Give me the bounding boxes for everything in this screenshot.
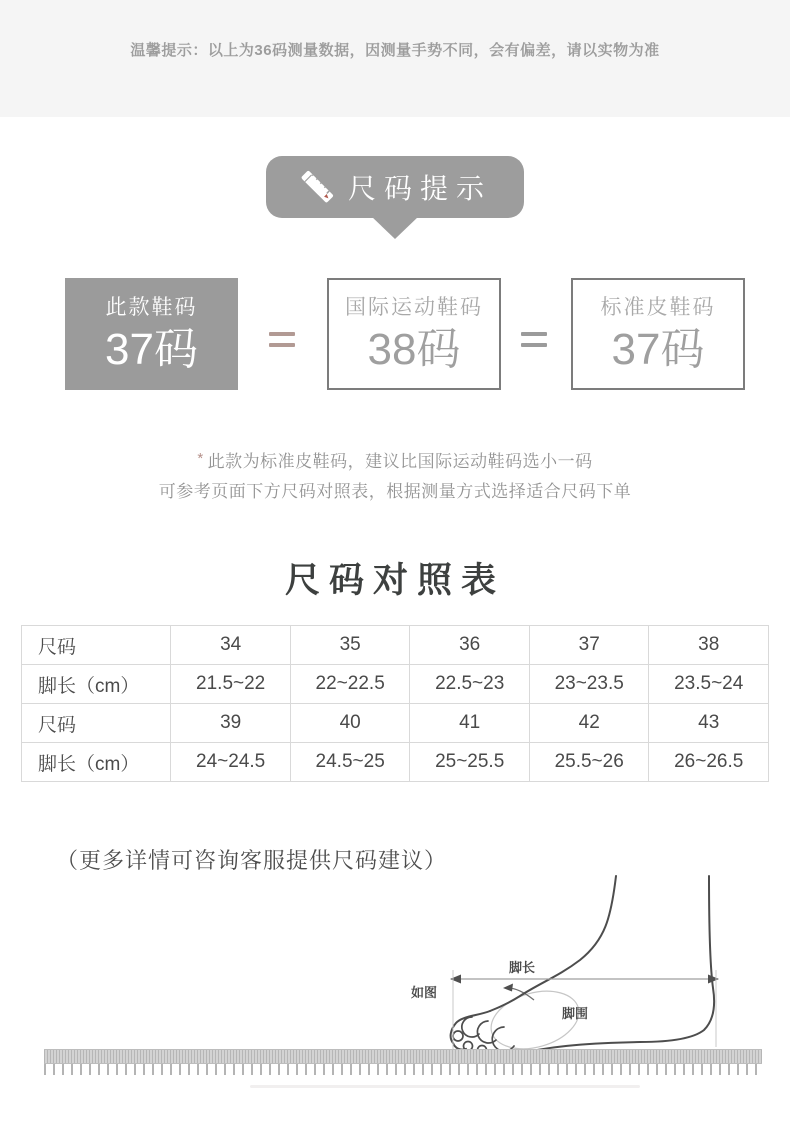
row-header: 脚长（cm） [22,743,171,782]
table-row [22,665,769,704]
size-chart-title: 尺码对照表 [284,561,505,600]
foot-girth-label: 脚围 [561,1006,589,1021]
this-shoe-size-label: 此款鞋码 [105,295,198,319]
table-row [22,626,769,665]
this-shoe-size-value: 37码 [105,324,198,374]
size-advice-line2: 可参考页面下方尺码对照表，根据测量方式选择适合尺码下单 [158,482,632,501]
international-sport-size-value: 38码 [367,324,461,374]
table-cell: 38 [649,626,769,665]
table-cell: 41 [410,704,530,743]
equals-sign [269,332,295,347]
table-cell: 26~26.5 [649,743,769,782]
table-cell: 42 [529,704,649,743]
table-cell: 23~23.5 [529,665,649,704]
table-cell: 22.5~23 [410,665,530,704]
standard-leather-size-value: 37码 [611,324,705,374]
length-arrowhead-left-icon [450,975,461,984]
badge-pointer [371,216,419,239]
table-cell: 36 [410,626,530,665]
top-notice-text: 温馨提示：以上为36码测量数据，因测量手势不同，会有偏差，请以实物为准 [130,42,660,59]
foot-outline [451,876,715,1058]
row-header: 尺码 [22,626,171,665]
table-row [22,743,769,782]
row-header: 尺码 [22,704,171,743]
service-note: （更多详情可咨询客服提供尺码建议） [56,848,448,873]
table-cell: 21.5~22 [171,665,291,704]
standard-leather-size-label: 标准皮鞋码 [600,295,716,319]
equals-sign [521,332,547,347]
table-cell: 25.5~26 [529,743,649,782]
table-cell: 37 [529,626,649,665]
asterisk: * [197,450,204,467]
table-cell: 35 [290,626,410,665]
pencil-ruler-icon [298,168,336,206]
size-tip-badge [266,156,524,218]
table-cell: 39 [171,704,291,743]
international-sport-size-label: 国际运动鞋码 [345,295,483,319]
table-cell: 40 [290,704,410,743]
table-cell: 25~25.5 [410,743,530,782]
standard-leather-size-box [571,278,745,390]
ruler-ticks [44,1064,762,1075]
row-header: 脚长（cm） [22,665,171,704]
ground-shadow [250,1085,640,1088]
this-shoe-size-box [65,278,238,390]
ruler-bar [44,1049,762,1064]
top-notice-band [0,0,790,117]
table-cell: 24~24.5 [171,743,291,782]
table-row [22,704,769,743]
international-sport-size-box [327,278,501,390]
foot-length-label: 脚长 [508,960,536,975]
table-cell: 43 [649,704,769,743]
as-shown-label: 如图 [410,985,438,1000]
size-advice-note [0,444,790,507]
table-cell: 23.5~24 [649,665,769,704]
table-cell: 34 [171,626,291,665]
size-tip-badge-label: 尺码提示 [347,173,492,204]
size-chart-table [21,625,769,782]
size-advice-line1: * 此款为标准皮鞋码，建议比国际运动鞋码选小一码 [197,450,593,471]
girth-arrowhead-icon [503,984,513,992]
table-cell: 24.5~25 [290,743,410,782]
length-arrowhead-right-icon [708,975,719,984]
table-cell: 22~22.5 [290,665,410,704]
